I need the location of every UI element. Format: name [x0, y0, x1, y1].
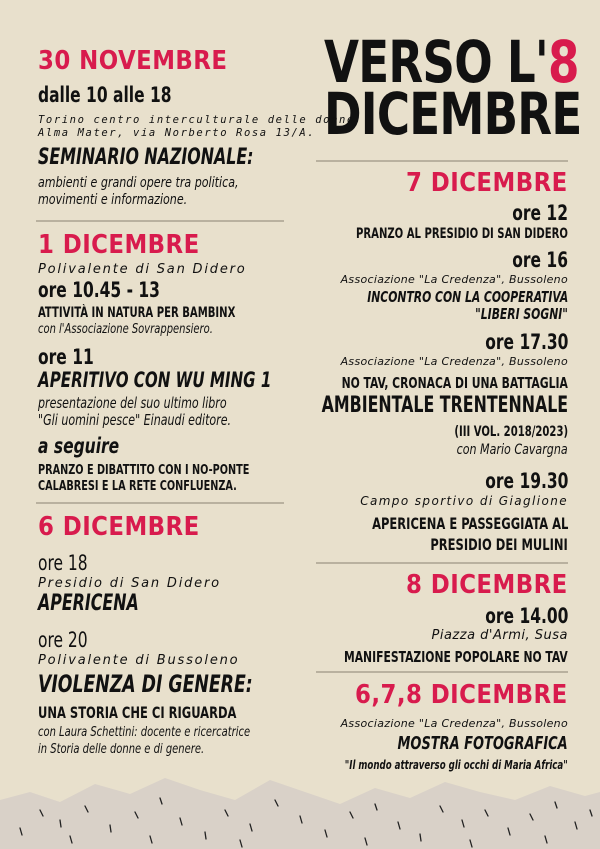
time-14: ore 14.00 [484, 604, 568, 628]
divider [36, 502, 284, 504]
date-7-dicembre: 7 DICEMBRE [406, 168, 568, 198]
time-a-seguire: a seguire [38, 434, 120, 458]
divider [316, 160, 568, 162]
event-pranzo-2: CALABRESI E LA RETE CONFLUENZA. [38, 478, 237, 494]
time-17-30: ore 17.30 [484, 330, 568, 354]
event-incontro-2: "LIBERI SOGNI" [475, 305, 568, 323]
divider [36, 220, 284, 222]
event-pranzo-1: PRANZO E DIBATTITO CON I NO-PONTE [38, 462, 250, 478]
location-giaglione: Campo sportivo di Giaglione [360, 494, 568, 508]
poster-title [324, 28, 582, 148]
event-violenza-desc-2: in Storia delle donne e di genere. [38, 741, 205, 757]
event-attivita-desc: con l'Associazione Sovrappensiero. [38, 321, 213, 337]
time-11: ore 11 [38, 345, 94, 369]
event-manifestazione: MANIFESTAZIONE POPOLARE NO TAV [344, 648, 568, 666]
event-violenza-sub: UNA STORIA CHE CI RIGUARDA [38, 703, 237, 722]
event-pranzo-presidio: PRANZO AL PRESIDIO DI SAN DIDERO [356, 226, 568, 242]
location-credenza-1: Associazione "La Credenza", Bussoleno [340, 273, 568, 286]
location-credenza-2: Associazione "La Credenza", Bussoleno [340, 355, 568, 368]
date-30-novembre: 30 NOVEMBRE [38, 46, 228, 76]
date-6-7-8-dicembre: 6,7,8 DICEMBRE [355, 680, 568, 710]
time-20: ore 20 [38, 628, 88, 652]
event-mostra-sub: "Il mondo attraverso gli occhi di Maria Africa" [345, 758, 568, 772]
event-notav-3: (III VOL. 2018/2023) [454, 424, 568, 440]
location-1-dicembre: Polivalente di San Didero [38, 262, 247, 277]
location-polivalente: Polivalente di Bussoleno [38, 653, 240, 668]
location-credenza-3: Associazione "La Credenza", Bussoleno [340, 717, 568, 730]
event-seminario: SEMINARIO NAZIONALE: [38, 145, 254, 170]
date-1-dicembre: 1 DICEMBRE [38, 230, 200, 260]
event-aperitivo-desc-1: presentazione del suo ultimo libro [38, 394, 227, 412]
date-8-dicembre: 8 DICEMBRE [406, 570, 568, 600]
event-apericena: APERICENA [38, 591, 139, 616]
divider [316, 562, 568, 564]
event-notav-2: AMBIENTALE TRENTENNALE [321, 393, 568, 418]
event-desc-2: movimenti e informazione. [38, 192, 188, 208]
event-aperitivo: APERITIVO CON WU MING 1 [38, 368, 272, 392]
event-violenza: VIOLENZA DI GENERE: [38, 670, 253, 698]
title-line-1: VERSO L' [324, 28, 548, 96]
location-susa: Piazza d'Armi, Susa [431, 628, 568, 643]
event-apericena-2: PRESIDIO DEI MULINI [430, 535, 568, 554]
date-6-dicembre: 6 DICEMBRE [38, 512, 200, 542]
time-18: ore 18 [38, 551, 88, 575]
location-presidio: Presidio di San Didero [38, 576, 221, 591]
event-violenza-desc-1: con Laura Schettini: docente e ricercatrice [38, 724, 251, 740]
title-number: 8 [547, 28, 579, 96]
event-notav-4: con Mario Cavargna [456, 442, 568, 458]
time-16: ore 16 [512, 248, 568, 272]
title-line-2: DICEMBRE [324, 80, 582, 148]
event-apericena-1: APERICENA E PASSEGGIATA AL [371, 514, 568, 533]
time-30-novembre: dalle 10 alle 18 [38, 83, 172, 107]
time-12: ore 12 [512, 201, 568, 225]
event-aperitivo-desc-2: "Gli uomini pesce" Einaudi editore. [38, 411, 232, 429]
time-10-45: ore 10.45 - 13 [38, 278, 160, 302]
event-mostra: MOSTRA FOTOGRAFICA [397, 733, 568, 754]
event-attivita: ATTIVITÀ IN NATURA PER BAMBINX [38, 305, 236, 321]
divider [316, 671, 568, 673]
location-line-2: Alma Mater, via Norberto Rosa 13/A. [38, 127, 316, 139]
event-desc-1: ambienti e grandi opere tra politica, [38, 175, 239, 191]
location-line-1: Torino centro interculturale delle donne [38, 114, 355, 126]
mountains-decoration [0, 770, 600, 849]
time-19-30: ore 19.30 [484, 469, 568, 493]
event-notav-1: NO TAV, CRONACA DI UNA BATTAGLIA [341, 374, 568, 392]
event-incontro-1: INCONTRO CON LA COOPERATIVA [366, 288, 568, 306]
